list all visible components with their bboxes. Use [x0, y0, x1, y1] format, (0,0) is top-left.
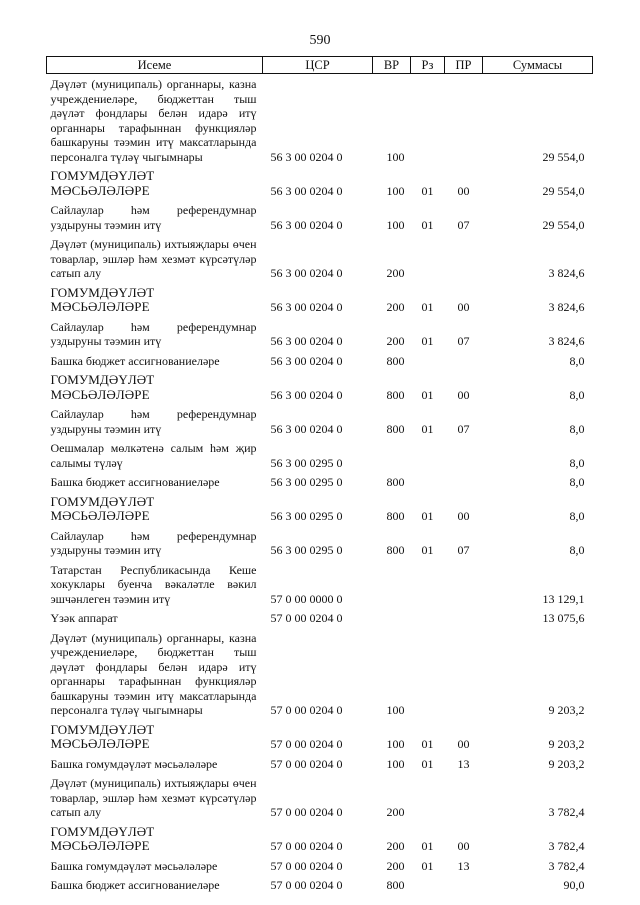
table-row: [47, 74, 593, 167]
table-row: [47, 351, 593, 371]
row-vr: 200: [386, 266, 405, 280]
table-row: [47, 317, 593, 351]
row-name: ГОМУМДӘҮЛӘТ МӘСЬӘЛӘЛӘРЕ: [50, 721, 155, 751]
row-csr: 57 0 00 0204 0: [270, 703, 343, 717]
header-name: Исеме: [47, 57, 263, 74]
row-rz: [411, 351, 445, 371]
row-sum: 8,0: [569, 421, 585, 436]
table-row: [47, 856, 593, 876]
row-sum: 13 075,6: [542, 611, 585, 625]
table-header: [47, 57, 593, 74]
row-sum: 29 554,0: [542, 149, 585, 164]
row-pr: [445, 628, 483, 720]
header-sum: Суммасы: [483, 57, 593, 74]
row-rz: [411, 74, 445, 167]
table-row: [47, 492, 593, 526]
row-name: ГОМУМДӘҮЛӘТ МӘСЬӘЛӘЛӘРЕ: [50, 493, 155, 523]
row-vr: 200: [386, 805, 405, 819]
row-csr: 56 3 00 0204 0: [270, 266, 343, 280]
row-csr: 56 3 00 0295 0: [270, 509, 343, 523]
row-rz: [411, 628, 445, 720]
row-rz: [411, 875, 445, 895]
row-csr: 56 3 00 0204 0: [270, 149, 343, 164]
row-csr: 56 3 00 0295 0: [270, 475, 343, 489]
row-pr: 13: [457, 756, 470, 771]
row-name: Башка бюджет ассигнованиеләре: [50, 878, 220, 892]
row-pr: [445, 234, 483, 283]
row-vr: 800: [386, 353, 405, 368]
row-name: ГОМУМДӘҮЛӘТ МӘСЬӘЛӘЛӘРЕ: [50, 823, 155, 853]
row-sum: 3 782,4: [548, 805, 585, 819]
row-sum: 9 203,2: [548, 737, 585, 751]
row-name: Татарстан Республикасында Кеше хокуклары буенча вәкаләтле вәкил эшчәнлеген тәэмин итү: [50, 562, 257, 606]
row-vr: 100: [386, 756, 405, 771]
row-sum: 3 782,4: [548, 839, 585, 853]
row-rz: 01: [421, 300, 434, 314]
row-rz: 01: [421, 858, 434, 873]
table-row: [47, 526, 593, 560]
table-row: [47, 404, 593, 438]
row-rz: 01: [421, 839, 434, 853]
row-pr: 00: [457, 387, 470, 402]
row-name: Дәүләт (муниципаль) органнары, казна учреждениеләре, бюджеттан тыш дәүләт фондлары белән идарә итү органнары тарафыннан функцияләр башкаруны тәэмин итү максатларында персоналга түләү чыгымнары: [50, 77, 257, 164]
row-sum: 90,0: [563, 878, 585, 892]
row-rz: 01: [421, 421, 434, 436]
row-rz: 01: [421, 543, 434, 557]
row-csr: 57 0 00 0204 0: [270, 805, 343, 819]
table-row: [47, 720, 593, 754]
row-sum: 8,0: [569, 475, 585, 489]
budget-table: [46, 56, 593, 895]
row-pr: [445, 472, 483, 492]
row-csr: 56 3 00 0204 0: [270, 300, 343, 314]
row-sum: 9 203,2: [548, 703, 585, 717]
table-row: [47, 200, 593, 234]
row-vr: 100: [386, 703, 405, 717]
row-name: ГОМУМДӘҮЛӘТ МӘСЬӘЛӘЛӘРЕ: [50, 168, 155, 198]
row-vr: 800: [386, 509, 405, 523]
row-rz: 01: [421, 509, 434, 523]
row-vr: 800: [386, 543, 405, 557]
row-pr: [445, 560, 483, 609]
table-row: [47, 822, 593, 856]
row-name: Сайлаулар һәм референдумнар уздыруны тәэмин итү: [50, 528, 257, 557]
row-name: Сайлаулар һәм референдумнар уздыруны тәэмин итү: [50, 203, 257, 232]
header-csr: ЦСР: [263, 57, 373, 74]
header-vr: ВР: [373, 57, 411, 74]
row-pr: 00: [457, 183, 470, 198]
row-csr: 57 0 00 0204 0: [270, 858, 343, 873]
row-rz: 01: [421, 183, 434, 198]
row-rz: [411, 773, 445, 822]
row-rz: [411, 560, 445, 609]
table-row: [47, 560, 593, 609]
row-rz: 01: [421, 334, 434, 348]
row-name: Дәүләт (муниципаль) органнары, казна учреждениеләре, бюджеттан тыш дәүләт фондлары белән идарә итү органнары тарафыннан функцияләр башкаруны тәэмин итү максатларында персоналга түләү чыгымнары: [50, 630, 257, 717]
row-sum: 8,0: [569, 353, 585, 368]
table-row: [47, 438, 593, 472]
row-csr: 57 0 00 0204 0: [270, 756, 343, 771]
row-vr: 200: [386, 300, 405, 314]
row-name: ГОМУМДӘҮЛӘТ МӘСЬӘЛӘЛӘРЕ: [50, 372, 155, 402]
row-pr: 07: [457, 421, 470, 436]
row-pr: 07: [457, 217, 470, 232]
row-vr: 200: [386, 839, 405, 853]
row-vr: 100: [386, 183, 405, 198]
row-pr: [445, 351, 483, 371]
row-name: Башка бюджет ассигнованиеләре: [50, 353, 220, 368]
table-row: [47, 370, 593, 404]
row-sum: 3 824,6: [548, 300, 585, 314]
row-sum: 9 203,2: [548, 756, 585, 771]
table-row: [47, 875, 593, 895]
row-sum: 3 824,6: [548, 266, 585, 280]
table-row: [47, 628, 593, 720]
table-row: [47, 283, 593, 317]
row-csr: 56 3 00 0204 0: [270, 421, 343, 436]
row-vr: 200: [386, 858, 405, 873]
row-vr: 800: [386, 475, 405, 489]
row-csr: 57 0 00 0204 0: [270, 878, 343, 892]
row-name: ГОМУМДӘҮЛӘТ МӘСЬӘЛӘЛӘРЕ: [50, 284, 155, 314]
row-rz: [411, 472, 445, 492]
row-csr: 56 3 00 0204 0: [270, 353, 343, 368]
row-rz: 01: [421, 756, 434, 771]
header-rz: Рз: [411, 57, 445, 74]
row-name: Башка гомумдәүләт мәсьәләләре: [50, 756, 218, 771]
row-vr: 800: [386, 878, 405, 892]
table-row: [47, 166, 593, 200]
row-pr: [445, 74, 483, 167]
row-pr: [445, 875, 483, 895]
row-sum: 3 824,6: [548, 334, 585, 348]
row-vr: [373, 608, 411, 628]
row-vr: [373, 438, 411, 472]
row-csr: 57 0 00 0204 0: [270, 611, 343, 625]
row-sum: 8,0: [569, 387, 585, 402]
row-sum: 13 129,1: [542, 591, 585, 606]
row-pr: 00: [457, 300, 470, 314]
row-rz: [411, 438, 445, 472]
row-sum: 29 554,0: [542, 183, 585, 198]
row-pr: 07: [457, 543, 470, 557]
row-csr: 56 3 00 0204 0: [270, 387, 343, 402]
row-csr: 56 3 00 0204 0: [270, 217, 343, 232]
row-vr: 100: [386, 737, 405, 751]
row-sum: 8,0: [569, 543, 585, 557]
row-vr: 800: [386, 421, 405, 436]
row-name: Дәүләт (муниципаль) ихтыяҗлары өчен товарлар, эшләр һәм хезмәт күрсәтүләр сатып алу: [50, 237, 257, 280]
page-number: 590: [309, 33, 331, 48]
table-row: [47, 234, 593, 283]
table-row: [47, 754, 593, 774]
row-pr: 00: [457, 509, 470, 523]
row-rz: [411, 608, 445, 628]
row-vr: [373, 560, 411, 609]
row-rz: [411, 234, 445, 283]
header-pr: ПР: [445, 57, 483, 74]
row-csr: 56 3 00 0295 0: [270, 543, 343, 557]
row-rz: 01: [421, 217, 434, 232]
row-name: Оешмалар мөлкәтенә салым һәм җир салымы түләү: [50, 441, 257, 470]
row-csr: 57 0 00 0204 0: [270, 737, 343, 751]
table-body: [47, 74, 593, 895]
table-row: [47, 773, 593, 822]
row-vr: 100: [386, 217, 405, 232]
row-csr: 56 3 00 0204 0: [270, 334, 343, 348]
row-pr: [445, 438, 483, 472]
row-csr: 57 0 00 0000 0: [270, 591, 343, 606]
row-pr: [445, 608, 483, 628]
row-vr: 100: [386, 149, 405, 164]
row-csr: 56 3 00 0204 0: [270, 183, 343, 198]
row-rz: 01: [421, 387, 434, 402]
row-pr: 13: [457, 858, 470, 873]
row-pr: [445, 773, 483, 822]
row-vr: 800: [386, 387, 405, 402]
row-rz: 01: [421, 737, 434, 751]
row-csr: 57 0 00 0204 0: [270, 839, 343, 853]
row-sum: 8,0: [569, 455, 585, 470]
row-name: Башка бюджет ассигнованиеләре: [50, 475, 220, 489]
row-name: Башка гомумдәүләт мәсьәләләре: [50, 858, 218, 873]
row-name: Сайлаулар һәм референдумнар уздыруны тәэмин итү: [50, 319, 257, 348]
row-name: Дәүләт (муниципаль) ихтыяҗлары өчен товарлар, эшләр һәм хезмәт күрсәтүләр сатып алу: [50, 776, 257, 819]
row-vr: 200: [386, 334, 405, 348]
row-name: Сайлаулар һәм референдумнар уздыруны тәэмин итү: [50, 407, 257, 436]
row-pr: 00: [457, 737, 470, 751]
row-pr: 00: [457, 839, 470, 853]
table-row: [47, 472, 593, 492]
row-csr: 56 3 00 0295 0: [270, 455, 343, 470]
row-sum: 29 554,0: [542, 217, 585, 232]
table-row: [47, 608, 593, 628]
row-name: Үзәк аппарат: [50, 611, 118, 625]
row-pr: 07: [457, 334, 470, 348]
row-sum: 8,0: [569, 509, 585, 523]
row-sum: 3 782,4: [548, 858, 585, 873]
